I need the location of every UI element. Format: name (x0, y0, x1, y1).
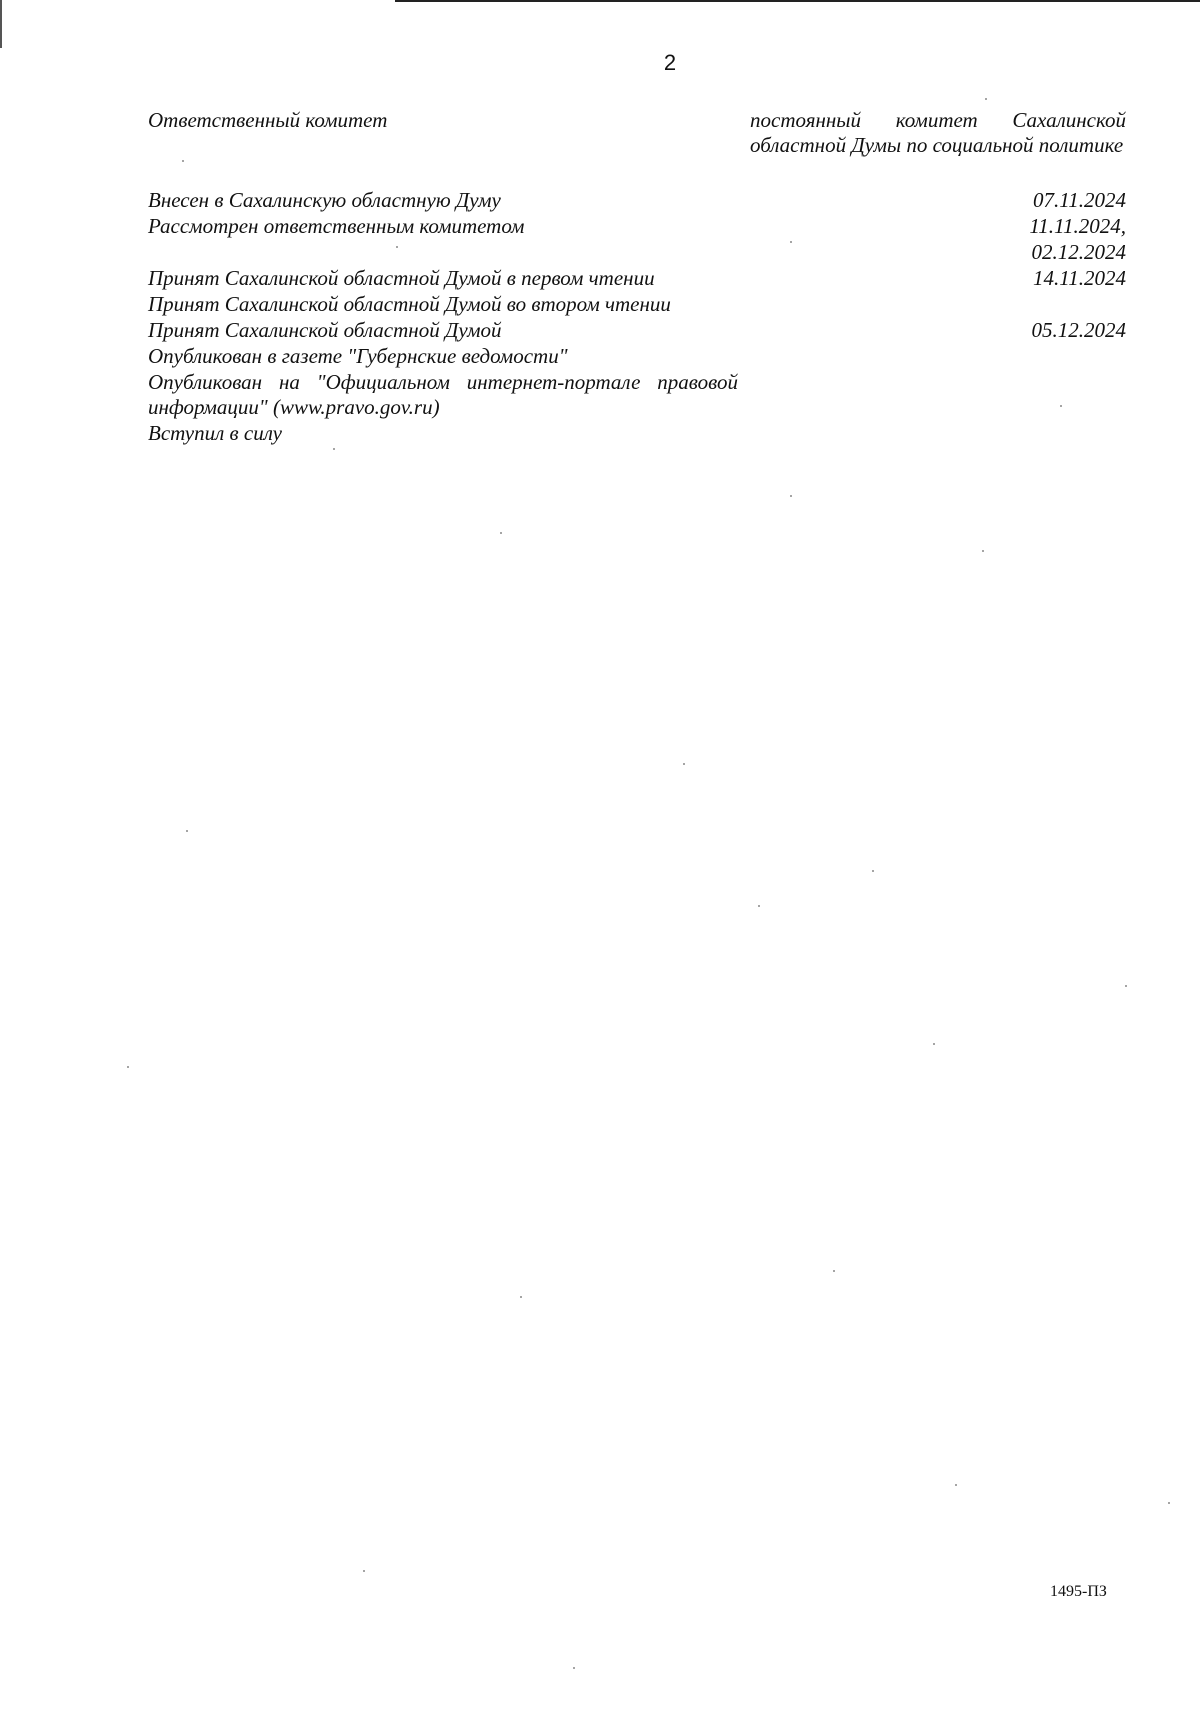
record-row-second-reading (148, 292, 1126, 317)
record-date-second: 02.12.2024 (1031, 240, 1126, 264)
record-label: Вступил в силу (148, 421, 282, 445)
document-code: 1495-ПЗ (1050, 1583, 1107, 1600)
record-label: Рассмотрен ответственным комитетом (148, 214, 525, 238)
record-label: Опубликован в газете "Губернские ведомости" (148, 344, 568, 368)
record-row-published-newspaper (148, 344, 1126, 369)
record-date: 11.11.2024, (1029, 214, 1126, 238)
record-row-submitted (148, 188, 1126, 213)
record-label: Принят Сахалинской областной Думой в первом чтении (148, 266, 655, 290)
committee-value: постоянный комитет Сахалинской областной Думы по социальной политике (750, 108, 1126, 157)
record-date: 14.11.2024 (1033, 266, 1126, 290)
record-label: Принят Сахалинской областной Думой (148, 318, 502, 342)
record-date: 05.12.2024 (1031, 318, 1126, 342)
record-date: 07.11.2024 (1033, 188, 1126, 212)
record-label: Принят Сахалинской областной Думой во втором чтении (148, 292, 671, 316)
record-row-adopted (148, 318, 1126, 343)
record-label: Опубликован на "Официальном интернет-портале правовой информации" (www.pravo.gov.ru) (148, 370, 738, 419)
page-number: 2 (663, 50, 677, 75)
record-row-in-force (148, 421, 1126, 446)
record-row-reviewed (148, 214, 1126, 266)
committee-row (148, 108, 1126, 188)
record-label: Внесен в Сахалинскую областную Думу (148, 188, 501, 212)
record-row-published-portal (148, 370, 1126, 420)
scan-left-edge (0, 0, 2, 48)
record-row-first-reading (148, 266, 1126, 291)
committee-label: Ответственный комитет (148, 108, 388, 132)
scan-top-edge (395, 0, 1200, 2)
